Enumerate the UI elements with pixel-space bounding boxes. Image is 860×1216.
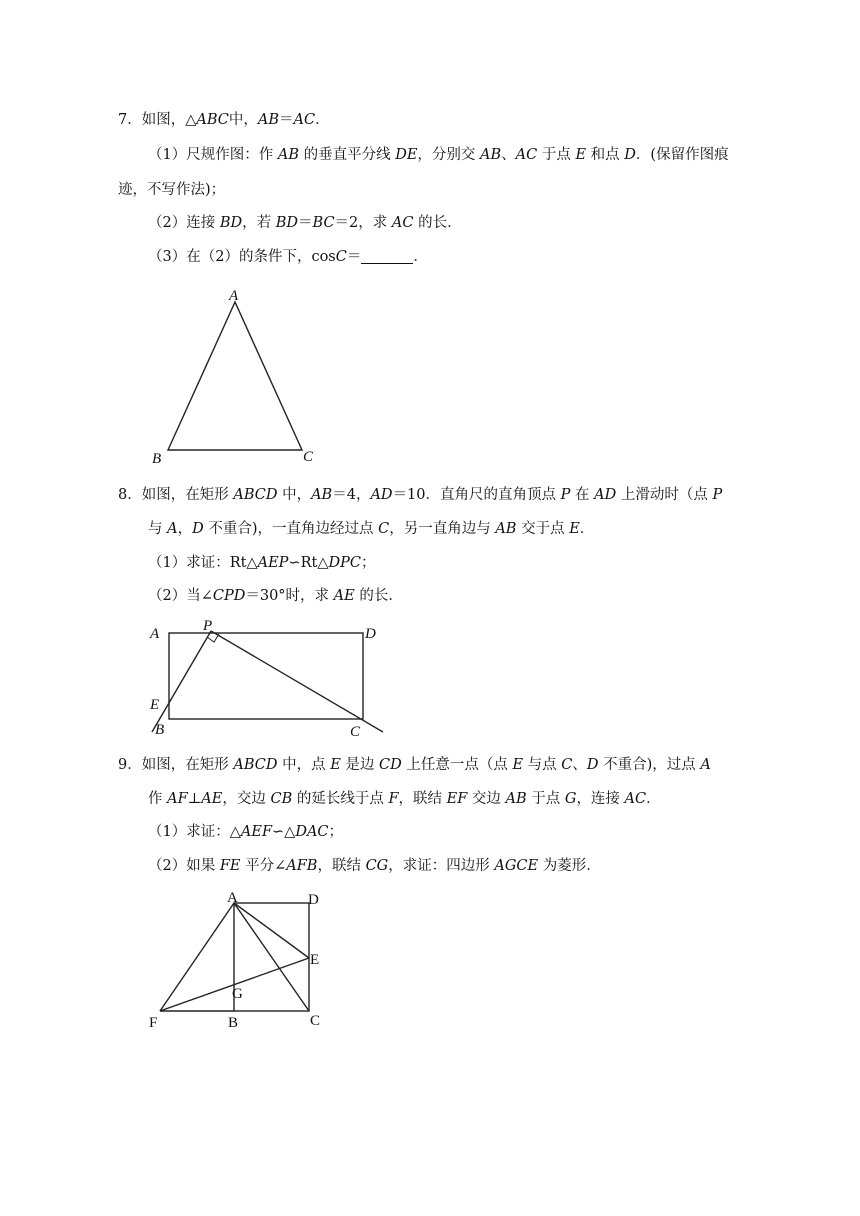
- text-segment: ，交边: [222, 791, 271, 807]
- math-variable: A: [700, 757, 711, 773]
- math-variable: D: [586, 757, 599, 773]
- label-B: B: [152, 451, 162, 467]
- math-variable: CD: [379, 757, 402, 773]
- text-segment: ＝4，: [332, 487, 371, 503]
- text-segment: 上任意一点（点: [401, 757, 513, 773]
- problem-number: 7．: [118, 112, 142, 128]
- math-variable: AEF: [240, 824, 273, 840]
- problem-number: 9．: [118, 757, 142, 773]
- text-segment: 、: [572, 757, 587, 773]
- math-variable: AB: [495, 521, 517, 537]
- math-variable: BD: [275, 215, 299, 231]
- text-segment: 的延长线于点: [292, 791, 389, 807]
- problem-9-part-1: [148, 822, 343, 842]
- math-variable: AC: [515, 147, 538, 163]
- math-variable: EF: [446, 791, 468, 807]
- math-variable: ABC: [196, 112, 229, 128]
- text-segment: 不重合)，过点: [598, 757, 701, 773]
- text-segment: ．: [579, 521, 595, 537]
- text-segment: ，求证：四边形: [388, 858, 495, 874]
- problem-7-part-3-end: ．: [413, 249, 428, 265]
- text-segment: （2）当∠: [148, 588, 213, 604]
- problem-8-part-1: [148, 553, 375, 573]
- math-variable: DPC: [328, 555, 361, 571]
- text-segment: ，若: [242, 215, 276, 231]
- math-variable: AD: [594, 487, 617, 503]
- text-segment: 如图，在矩形: [141, 487, 234, 503]
- math-variable: E: [512, 757, 524, 773]
- math-variable: AB: [257, 112, 280, 128]
- math-variable: P: [560, 487, 571, 503]
- rectangle-abcd-set-square-figure: [140, 615, 400, 745]
- text-segment: 中，点: [277, 757, 331, 773]
- problem-7-part-1-cont: [118, 180, 225, 200]
- math-variable: F: [388, 791, 399, 807]
- math-variable: D: [624, 147, 636, 163]
- math-variable: AC: [391, 215, 414, 231]
- math-variable: AD: [370, 487, 393, 503]
- math-variable: AEP: [257, 555, 289, 571]
- text-segment: （1）求证：Rt△: [148, 555, 258, 571]
- math-variable: A: [167, 521, 178, 537]
- label-B: B: [155, 722, 165, 738]
- math-variable: E: [569, 521, 580, 537]
- math-variable: FE: [219, 858, 241, 874]
- text-segment: 与: [148, 521, 168, 537]
- label-P: P: [203, 618, 213, 634]
- problem-8-part-2: [148, 586, 403, 606]
- math-variable: AE: [333, 588, 355, 604]
- problem-number: 8．: [118, 487, 142, 503]
- label-C: C: [350, 724, 361, 740]
- math-variable: E: [330, 757, 341, 773]
- label-C: C: [310, 1013, 321, 1029]
- math-variable: AF: [167, 791, 188, 807]
- math-variable: CPD: [212, 588, 246, 604]
- rectangle-abcd-fe-figure: [140, 882, 340, 1032]
- problem-8-stem-cont: [148, 519, 594, 539]
- text-segment: ＝: [279, 112, 294, 128]
- text-segment: 与点: [523, 757, 562, 773]
- label-D: D: [365, 626, 376, 642]
- text-segment: ，联结: [398, 791, 447, 807]
- problem-9-stem-cont: [148, 789, 661, 809]
- text-segment: ＝2，求: [334, 215, 392, 231]
- text-segment: 的长．: [354, 588, 403, 604]
- math-variable: CB: [270, 791, 293, 807]
- text-segment: ，另一直角边与: [389, 521, 496, 537]
- text-segment: （1）求证：△: [148, 824, 241, 840]
- text-segment: ；: [328, 824, 344, 840]
- text-segment: 的长．: [413, 215, 462, 231]
- answer-blank[interactable]: [361, 249, 413, 264]
- text-segment: （2）如果: [148, 858, 220, 874]
- problem-9-part-2: [148, 856, 601, 876]
- math-variable: BC: [312, 215, 335, 231]
- problem-7-stem: [118, 110, 330, 130]
- text-segment: 不重合)，一直角边经过点: [203, 521, 379, 537]
- text-segment: 在: [570, 487, 595, 503]
- math-variable: AB: [480, 147, 502, 163]
- label-A: A: [229, 288, 239, 304]
- math-variable: E: [575, 147, 587, 163]
- math-variable: AB: [505, 791, 527, 807]
- label-B: B: [228, 1015, 239, 1031]
- math-variable: P: [712, 487, 723, 503]
- math-variable: AB: [277, 147, 299, 163]
- math-variable: AFB: [286, 858, 318, 874]
- problem-7-part-2: [148, 213, 462, 233]
- text-segment: ＝10．直角尺的直角顶点: [392, 487, 561, 503]
- text-segment: ＝: [346, 249, 362, 265]
- text-segment: 中，: [277, 487, 312, 503]
- text-segment: 迹，不写作法)；: [118, 182, 226, 198]
- text-segment: 上滑动时（点: [616, 487, 713, 503]
- math-variable: AB: [311, 487, 333, 503]
- text-segment: ．: [646, 791, 661, 807]
- text-segment: 是边: [340, 757, 379, 773]
- text-segment: ，: [177, 521, 193, 537]
- label-D: D: [308, 892, 319, 908]
- text-segment: 于点: [537, 147, 576, 163]
- text-segment: 为菱形．: [538, 858, 601, 874]
- math-variable: C: [335, 249, 347, 265]
- math-variable: C: [561, 757, 573, 773]
- text-segment: 的垂直平分线: [298, 147, 396, 163]
- label-E: E: [310, 952, 320, 968]
- math-variable: AC: [293, 112, 316, 128]
- text-segment: ，联结: [317, 858, 366, 874]
- text-segment: ⊥: [187, 791, 202, 807]
- label-G: G: [232, 986, 243, 1002]
- label-A: A: [227, 890, 238, 906]
- text-segment: 如图，△: [141, 112, 197, 128]
- math-variable: AGCE: [494, 858, 539, 874]
- label-A: A: [150, 626, 160, 642]
- text-segment: ；: [360, 555, 376, 571]
- math-variable: DAC: [295, 824, 329, 840]
- label-E: E: [150, 697, 160, 713]
- text-segment: 中，: [228, 112, 258, 128]
- text-segment: 、: [501, 147, 516, 163]
- text-segment: 交于点: [516, 521, 570, 537]
- problem-8-stem: [118, 485, 722, 505]
- problem-7-part-3: [148, 247, 428, 267]
- text-segment: 交边: [467, 791, 506, 807]
- text-segment: ，分别交: [417, 147, 481, 163]
- math-variable: ABCD: [233, 487, 278, 503]
- text-segment: （3）在（2）的条件下，cos: [148, 249, 336, 265]
- math-variable: G: [564, 791, 577, 807]
- label-C: C: [303, 449, 314, 465]
- text-segment: ，连接: [576, 791, 625, 807]
- problem-7-part-1: [148, 145, 729, 165]
- text-segment: 作: [148, 791, 168, 807]
- text-segment: ∽Rt△: [288, 555, 329, 571]
- triangle-abc-figure: [140, 282, 340, 467]
- problem-7-part-3-text: [148, 249, 361, 265]
- math-variable: D: [192, 521, 204, 537]
- text-segment: （2）连接: [148, 215, 220, 231]
- text-segment: 平分∠: [240, 858, 287, 874]
- text-segment: ∽△: [272, 824, 296, 840]
- problem-9-stem: [118, 755, 711, 775]
- math-variable: BD: [219, 215, 243, 231]
- math-variable: C: [378, 521, 390, 537]
- text-segment: ＝: [298, 215, 313, 231]
- text-segment: 于点: [526, 791, 565, 807]
- text-segment: 如图，在矩形: [141, 757, 234, 773]
- text-segment: ．: [315, 112, 330, 128]
- text-segment: （1）尺规作图：作: [148, 147, 278, 163]
- label-F: F: [149, 1015, 158, 1031]
- math-variable: AC: [624, 791, 647, 807]
- text-segment: ＝30°时，求: [245, 588, 334, 604]
- math-variable: ABCD: [233, 757, 278, 773]
- math-variable: DE: [395, 147, 418, 163]
- math-variable: CG: [365, 858, 389, 874]
- math-variable: AE: [201, 791, 223, 807]
- text-segment: ．(保留作图痕: [635, 147, 729, 163]
- text-segment: 和点: [586, 147, 625, 163]
